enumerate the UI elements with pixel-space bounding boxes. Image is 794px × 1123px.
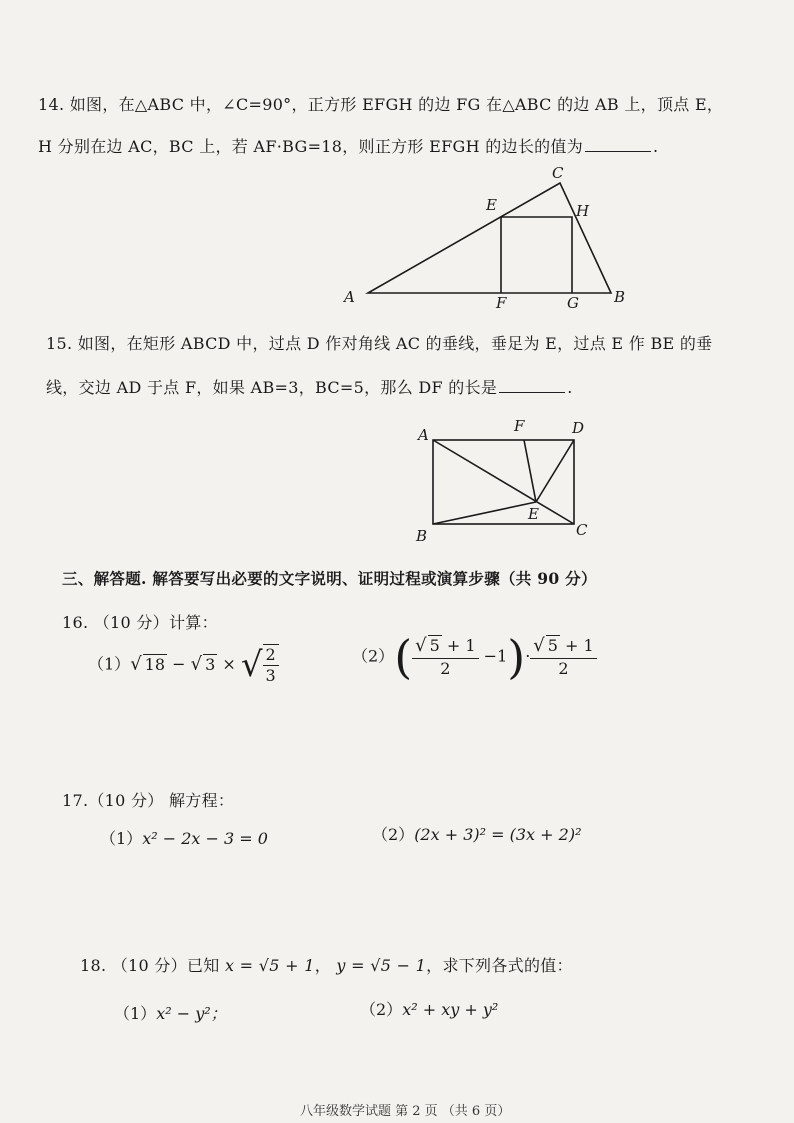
q14-label-b: B	[614, 288, 626, 306]
q15-line1: 15. 如图，在矩形 ABCD 中，过点 D 作对角线 AC 的垂线，垂足为 E，过点 E 作 BE 的垂	[46, 334, 713, 353]
q15-line2-text: 线，交边 AD 于点 F，如果 AB=3，BC=5，那么 DF 的长是	[46, 378, 498, 397]
q15-label-d: D	[572, 419, 585, 437]
q17-part1-label: （1）	[100, 829, 143, 848]
q16-part2: （2）( $\frac{√ 5 + 1}{2}$ −1)· $\frac{√ 5 + 1}{2}$	[352, 634, 597, 680]
q17-part2	[372, 822, 581, 845]
q17-title: 17.（10 分） 解方程：	[62, 791, 235, 810]
q18-part1-label: （1）	[114, 1004, 157, 1023]
q14-line2: H 分别在边 AC，BC 上，若 AF·BG=18，则正方形 EFGH 的边长的值为 .	[38, 137, 659, 156]
q14-label-c: C	[552, 164, 564, 182]
q15-label-f: F	[514, 417, 525, 435]
page-footer: 八年级数学试题 第 2 页 （共 6 页）	[300, 1104, 511, 1119]
q18-part1	[114, 1001, 227, 1024]
q17-part2-expr: (2x + 3)² = (3x + 2)²	[414, 825, 582, 844]
q18-title-suffix: ，求下列各式的值：	[426, 956, 573, 975]
q18-part1-expr: x² − y²；	[156, 1004, 227, 1023]
q18-y-expr: y = √5 − 1	[336, 956, 427, 975]
q15-answer-blank	[499, 378, 565, 393]
q14-line1: 14. 如图，在△ABC 中，∠C=90°，正方形 EFGH 的边 FG 在△ABC 的边 AB 上，顶点 E，	[38, 95, 724, 114]
q16-part2-label: （2）	[352, 646, 395, 666]
q14-label-a: A	[344, 288, 355, 306]
q14-label-g: G	[567, 294, 579, 310]
q15-rectangle-diagram	[410, 415, 600, 545]
q17-part2-label: （2）	[372, 825, 415, 844]
q16-title: 16. （10 分）计算：	[62, 613, 218, 632]
q18-title	[80, 953, 573, 976]
q14-label-f: F	[496, 294, 507, 310]
q15-label-e: E	[528, 505, 539, 523]
q18-part2	[360, 997, 498, 1020]
q17-part1	[100, 826, 268, 849]
q15-label-b: B	[416, 527, 428, 545]
q15-line2: 线，交边 AD 于点 F，如果 AB=3，BC=5，那么 DF 的长是 .	[46, 378, 573, 397]
q18-title-prefix: 18. （10 分）已知	[80, 956, 220, 975]
section-3-heading: 三、解答题. 解答要写出必要的文字说明、证明过程或演算步骤（共 90 分）	[62, 569, 597, 588]
q15-label-c: C	[576, 521, 588, 539]
q14-label-e: E	[486, 196, 497, 214]
q14-label-h: H	[576, 202, 590, 220]
q18-part2-expr: x² + xy + y²	[402, 1000, 499, 1019]
q16-part1-label: （1）	[88, 654, 131, 674]
q16-part1: （1）√ 18 − √ 3 × √ $\frac{2}{3}$	[88, 644, 279, 686]
q18-part2-label: （2）	[360, 1000, 403, 1019]
q14-line2-text: H 分别在边 AC，BC 上，若 AF·BG=18，则正方形 EFGH 的边长的值为	[38, 137, 584, 156]
q14-triangle-diagram	[330, 160, 640, 310]
q18-sep: ，	[314, 956, 332, 975]
q14-answer-blank	[585, 137, 651, 152]
q18-x-expr: x = √5 + 1	[224, 956, 315, 975]
q17-part1-expr: x² − 2x − 3 = 0	[142, 829, 268, 848]
q15-label-a: A	[418, 426, 429, 444]
